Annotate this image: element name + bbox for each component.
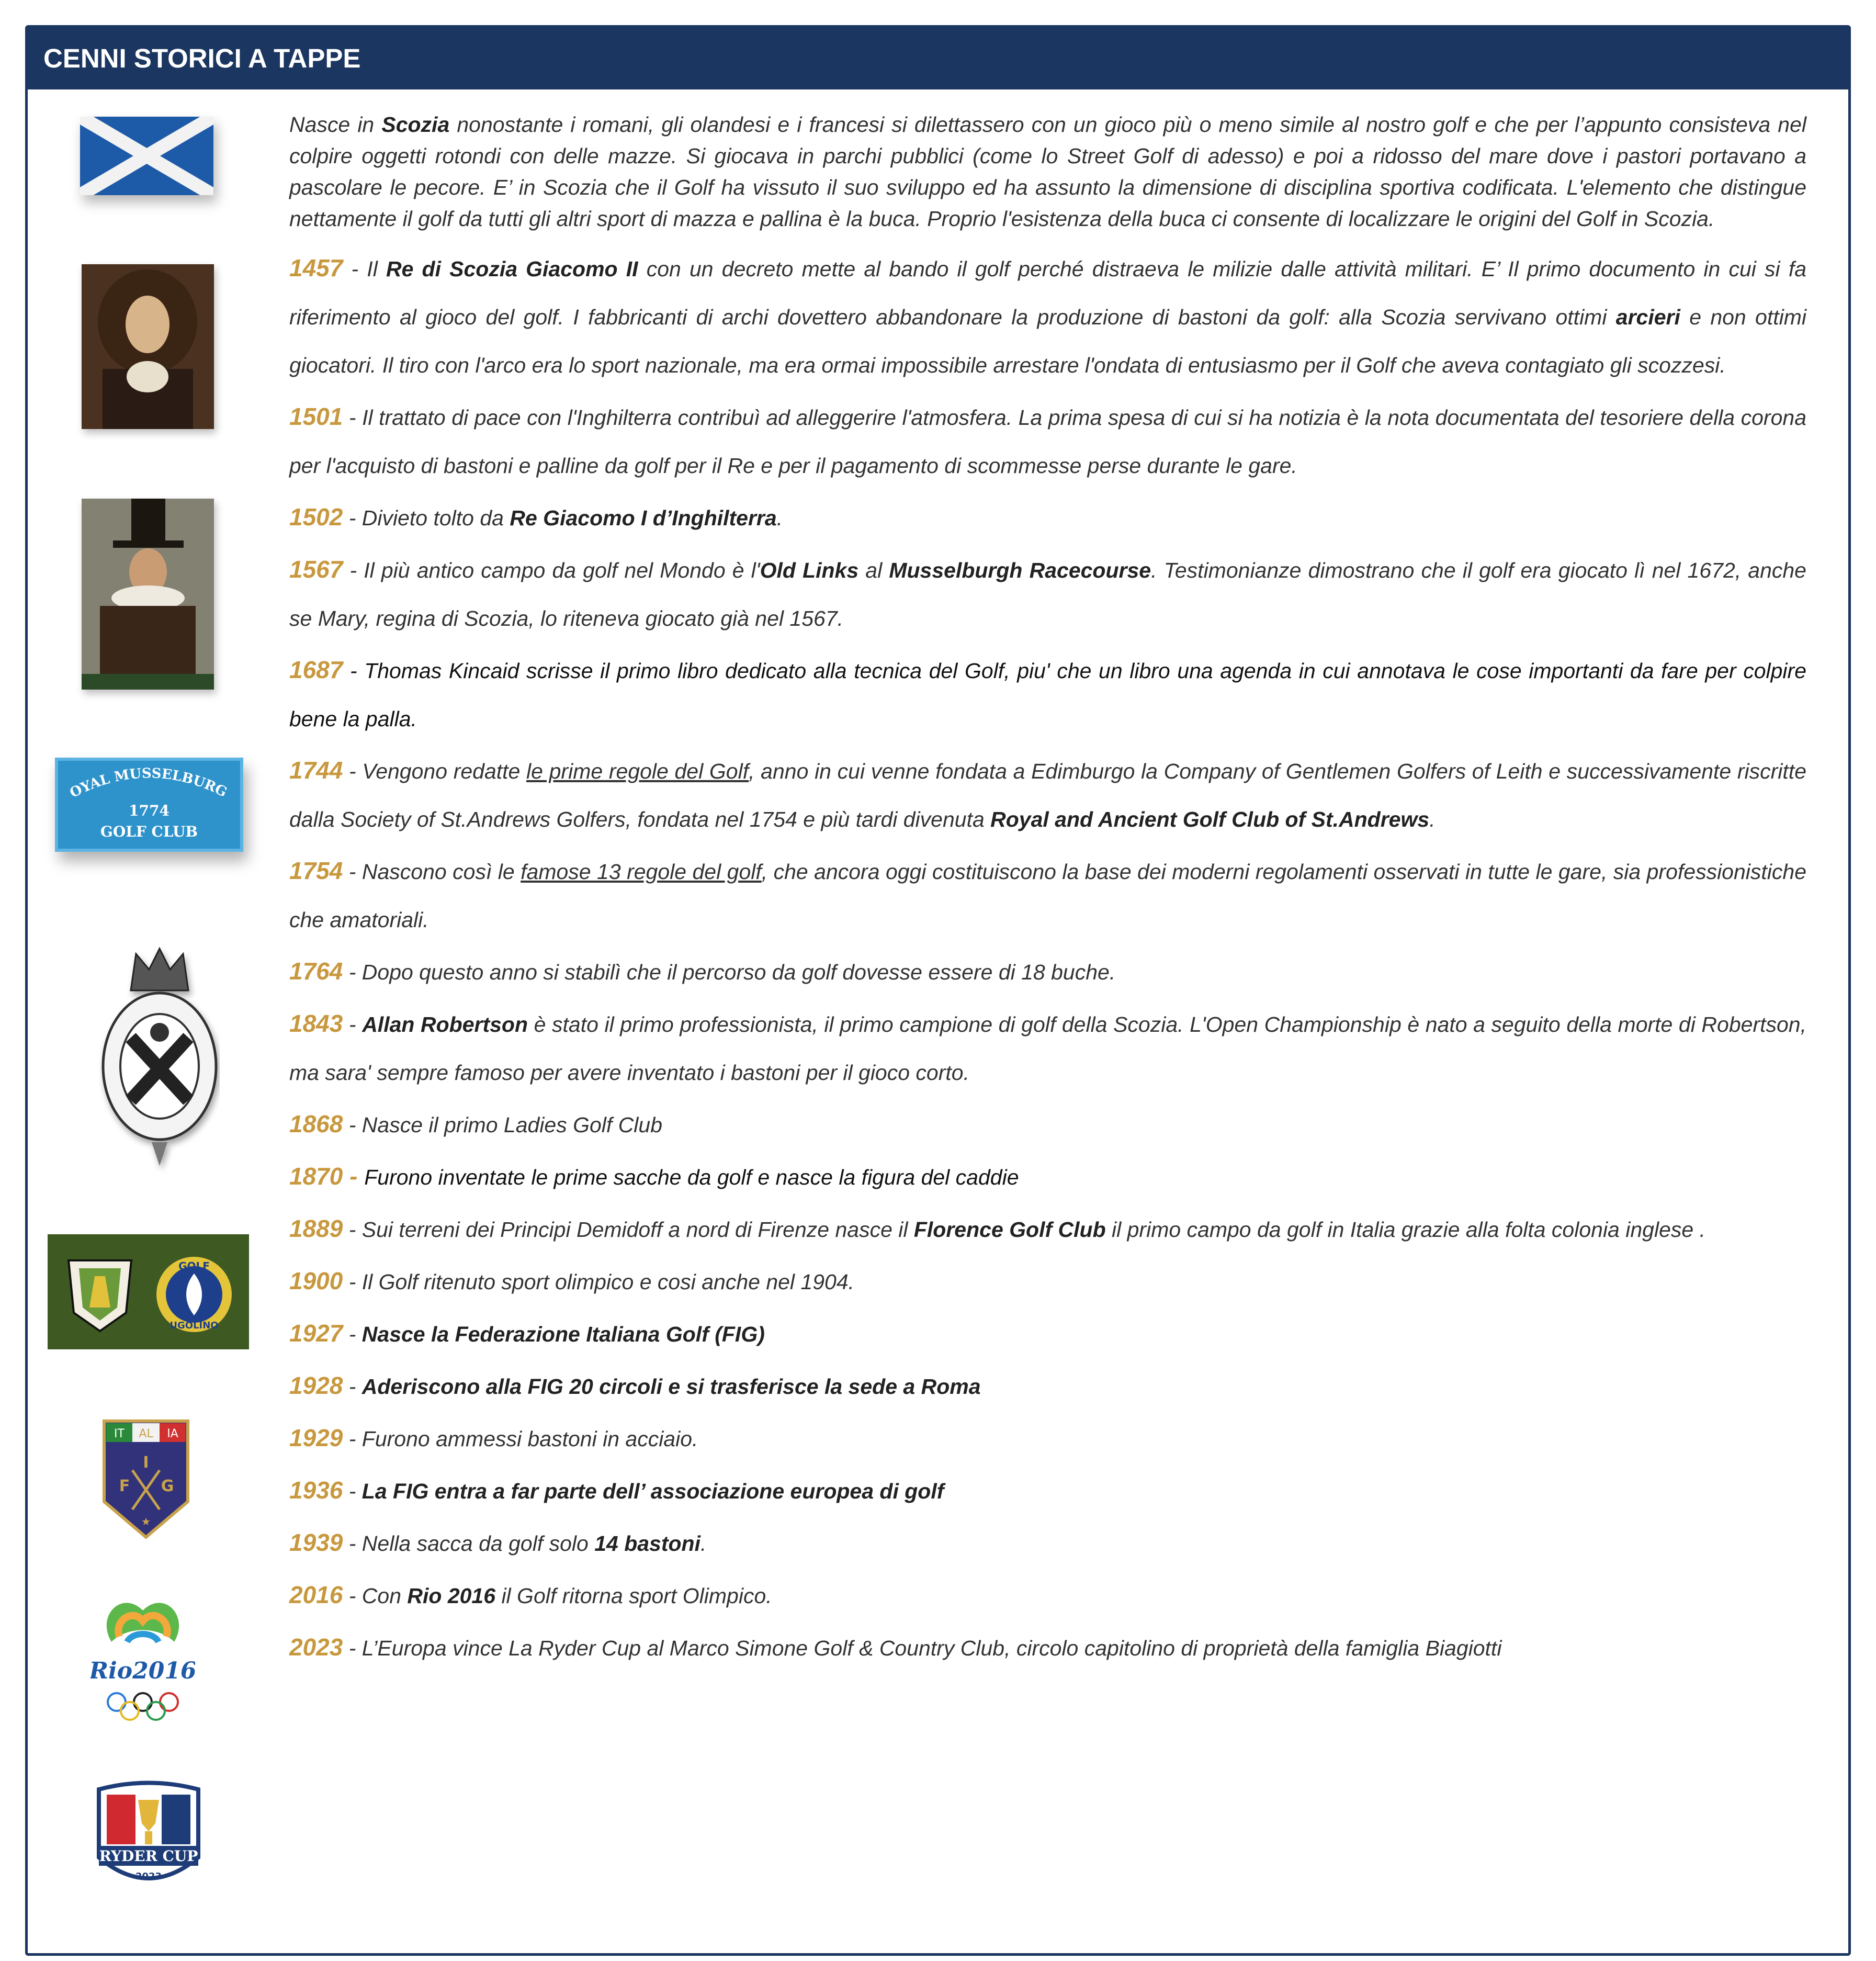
history-panel — [25, 25, 1851, 1956]
royal-sign-line1: OYAL MUSSELBURG — [67, 765, 230, 802]
entry-1929 — [289, 1414, 1806, 1463]
scotland-flag-image — [80, 117, 213, 195]
entry-bold: Aderiscono alla FIG 20 circoli e si trasferisce la sede a Roma — [361, 1374, 981, 1399]
entry-year: 1868 — [289, 1110, 343, 1137]
entry-text: al — [858, 558, 889, 582]
entry-text: - Thomas Kincaid scrisse il primo libro dedicato alla tecnica del Golf, piu' che un libro una agenda in cui annotava le cose importanti da fare per colpire bene la palla. — [289, 659, 1806, 731]
entry-bold: Old Links — [760, 558, 859, 582]
entry-bold: Nasce la Federazione Italiana Golf (FIG) — [361, 1322, 765, 1346]
ryder-cup-2023-logo — [94, 1779, 204, 1897]
entry-text: . Testimonianze dimostrano che il golf era giocato lì nel 1672, anche se Mary, regina di Scozia, lo riteneva giocato già nel 1567. — [289, 558, 1806, 630]
intro-text: nonostante i romani, gli olandesi e i francesi si dilettassero con un gioco più o meno simile al nostro golf e che per l’appunto consisteva nel colpire oggetti rotondi con delle mazze. Si giocava in parchi pubblici (come lo Street Golf di adesso) e poi a ridosso del mare dove i pastori portavano a pascolare le pecore. E’ in Scozia che il Golf ha vissuto il suo sviluppo ed ha assunto la dimensione di disciplina sportiva codificata. L'elemento che distingue nettamente il golf da tutti gli altri sport di mazza e pallina è la buca. Proprio l'esistenza della buca ci consente di localizzare le origini del Golf in Scozia. — [289, 112, 1806, 231]
intro-bold: Scozia — [381, 112, 450, 137]
royal-ancient-badge — [99, 943, 220, 1174]
entry-text: - Il più antico campo da golf nel Mondo è l' — [343, 558, 760, 582]
entry-bold: 14 bastoni — [594, 1531, 700, 1556]
entry-1870 — [289, 1152, 1806, 1201]
ryder-cup-year: 2023 — [135, 1871, 162, 1882]
thirteen-rules-link[interactable]: famose 13 regole del golf — [521, 860, 762, 884]
italia-cell-3: IA — [167, 1427, 178, 1440]
entry-text: il Golf ritorna sport Olimpico. — [495, 1584, 772, 1608]
entry-bold: Re Giacomo I d’Inghilterra — [510, 506, 777, 530]
ugolino-bottom-text: UGOLINO — [169, 1320, 219, 1331]
entry-text: . — [776, 506, 783, 530]
royal-sign-line3: GOLF CLUB — [100, 823, 198, 840]
entry-text: - — [343, 1322, 362, 1346]
entry-year: 1754 — [289, 857, 343, 884]
italia-letter-i: I — [143, 1453, 149, 1472]
entry-1754 — [289, 847, 1806, 944]
entry-text: - Il trattato di pace con l'Inghilterra contribuì ad alleggerire l'atmosfera. La prima spesa di cui si ha notizia è la nota documentata del tesoriere della corona per l'acquisto di bastoni e palline da golf per il Re e per il pagamento di scommesse perse durante le gare. — [289, 405, 1806, 478]
entry-1868 — [289, 1100, 1806, 1149]
entry-year: 1744 — [289, 757, 343, 784]
entry-text: - Vengono redatte — [343, 759, 527, 783]
rio-logo-text: Rio2016 — [91, 1658, 195, 1684]
ugolino-top-text: GOLF — [178, 1260, 210, 1272]
entry-text: , che ancora oggi costituiscono la base dei moderni regolamenti osservati in tutte le gare, sia professionistiche che amatoriali. — [289, 860, 1807, 932]
intro-paragraph — [289, 109, 1806, 234]
entry-year: 2023 — [289, 1633, 343, 1661]
entry-year: 1502 — [289, 503, 343, 531]
entry-1936 — [289, 1466, 1806, 1515]
entry-2016 — [289, 1571, 1806, 1620]
entry-text: - — [343, 1479, 362, 1503]
entry-year: 1939 — [289, 1529, 343, 1556]
svg-text:ROYAL MUSSELBURGH — [58, 761, 229, 801]
entry-2023 — [289, 1623, 1806, 1672]
entry-year: 1936 — [289, 1477, 343, 1504]
entry-year: 1889 — [289, 1215, 343, 1242]
ryder-cup-text: RYDER CUP — [99, 1847, 198, 1865]
royal-sign-line2: 1774 — [129, 802, 169, 819]
entry-1764 — [289, 947, 1806, 996]
entry-bold: Rio 2016 — [407, 1584, 496, 1608]
entry-1843 — [289, 999, 1806, 1097]
entry-text: con un decreto mette al bando il golf perché distraeva le milizie dalle attività militari. E’ Il primo documento in cui si fa riferimento al gioco del golf. I fabbricanti di archi dovettero abbandonare la produzione di bastoni da golf: alla Scozia servivano ottimi — [289, 257, 1807, 329]
entry-text: - — [343, 1374, 362, 1399]
entry-1567 — [289, 545, 1806, 643]
entry-text: - Il Golf ritenuto sport olimpico e cosi anche nel 1904. — [343, 1270, 855, 1294]
entry-1939 — [289, 1518, 1806, 1568]
entry-bold: Florence Golf Club — [913, 1218, 1106, 1242]
entry-year: 1764 — [289, 957, 343, 985]
entry-dash: - — [343, 1163, 365, 1190]
entry-1457 — [289, 244, 1806, 389]
entry-bold: Re di Scozia Giacomo II — [386, 257, 638, 281]
entry-text: - Sui terreni dei Principi Demidoff a nord di Firenze nasce il — [343, 1218, 914, 1242]
panel-title: CENNI STORICI A TAPPE — [28, 28, 1848, 89]
rules-link[interactable]: le prime regole del Golf — [526, 759, 749, 783]
entry-text: - Nascono così le — [343, 860, 521, 884]
entry-text: , anno in cui venne fondata a Edimburgo la Company of Gentlemen Golfers of Leith e successivamente riscritte dalla Society of St.Andrews Golfers, fondata nel 1754 e più tardi divenuta — [289, 759, 1806, 831]
entry-year: 1927 — [289, 1320, 343, 1347]
entry-text: - Dopo questo anno si stabilì che il percorso da golf dovesse essere di 18 buche. — [343, 960, 1116, 984]
entry-text: - Con — [343, 1584, 408, 1608]
entry-year: 1501 — [289, 403, 343, 430]
entry-1744 — [289, 746, 1806, 843]
entry-bold: Musselburgh Racecourse — [889, 558, 1151, 582]
entry-text: - Furono ammessi bastoni in acciaio. — [343, 1427, 698, 1451]
entry-text: . — [700, 1531, 707, 1556]
entry-text: e non ottimi giocatori. Il tiro con l'arco era lo sport nazionale, ma era ormai impossibile arrestare l'ondata di entusiasmo per il Golf che aveva contagiato gli scozzesi. — [289, 305, 1806, 377]
italia-letter-f: F — [119, 1477, 130, 1495]
entry-text: il primo campo da golf in Italia grazie alla folta colonia inglese . — [1105, 1218, 1705, 1242]
entry-year: 1928 — [289, 1372, 343, 1399]
entry-year: 1457 — [289, 254, 343, 281]
italia-cell-2: AL — [139, 1427, 153, 1440]
entry-text: è stato il primo professionista, il primo campione di golf della Scozia. L'Open Championship è nato a seguito della morte di Robertson, ma sara' sempre famoso per avere inventato i bastoni per il gioco corto. — [289, 1012, 1806, 1085]
entry-1928 — [289, 1361, 1806, 1411]
entry-bold: Allan Robertson — [362, 1012, 528, 1036]
entry-1501 — [289, 392, 1806, 490]
svg-text:★: ★ — [141, 1515, 151, 1528]
entry-1927 — [289, 1309, 1806, 1358]
entry-text: - Il — [343, 257, 386, 281]
entry-1502 — [289, 493, 1806, 542]
intro-text: Nasce in — [289, 112, 382, 137]
entry-1889 — [289, 1204, 1806, 1254]
fig-italia-shield — [101, 1418, 191, 1541]
golf-ugolino-logos — [48, 1234, 249, 1349]
entry-bold: arcieri — [1615, 305, 1680, 329]
king-james-i-portrait — [82, 499, 214, 690]
entry-text: - — [343, 1012, 363, 1036]
entry-year: 1900 — [289, 1267, 343, 1294]
entry-1687 — [289, 646, 1806, 743]
entry-text: . — [1429, 807, 1436, 831]
entry-text: Furono inventate le prime sacche da golf e nasce la figura del caddie — [364, 1165, 1019, 1189]
entry-year: 2016 — [289, 1581, 343, 1608]
entry-text: - Nella sacca da golf solo — [343, 1531, 595, 1556]
entry-text: - Nasce il primo Ladies Golf Club — [343, 1113, 663, 1137]
entry-year: 1929 — [289, 1424, 343, 1451]
entry-year: 1870 — [289, 1163, 343, 1190]
entry-bold: La FIG entra a far parte dell’ associazione europea di golf — [361, 1479, 944, 1503]
royal-musselburgh-sign — [55, 758, 243, 852]
entry-1900 — [289, 1257, 1806, 1306]
king-james-ii-portrait — [82, 264, 214, 429]
entry-text: - L’Europa vince La Ryder Cup al Marco Simone Golf & Country Club, circolo capitolino di proprietà della famiglia Biagiotti — [343, 1636, 1502, 1660]
rio-2016-logo — [91, 1584, 195, 1726]
entry-year: 1843 — [289, 1010, 343, 1037]
entry-bold: Royal and Ancient Golf Club of St.Andrews — [990, 807, 1430, 831]
entry-year: 1567 — [289, 556, 343, 583]
entry-year: 1687 — [289, 656, 343, 683]
italia-cell-1: IT — [114, 1427, 125, 1440]
italia-letter-g: G — [161, 1477, 174, 1495]
entry-text: - Divieto tolto da — [343, 506, 510, 530]
history-text — [289, 109, 1806, 1675]
